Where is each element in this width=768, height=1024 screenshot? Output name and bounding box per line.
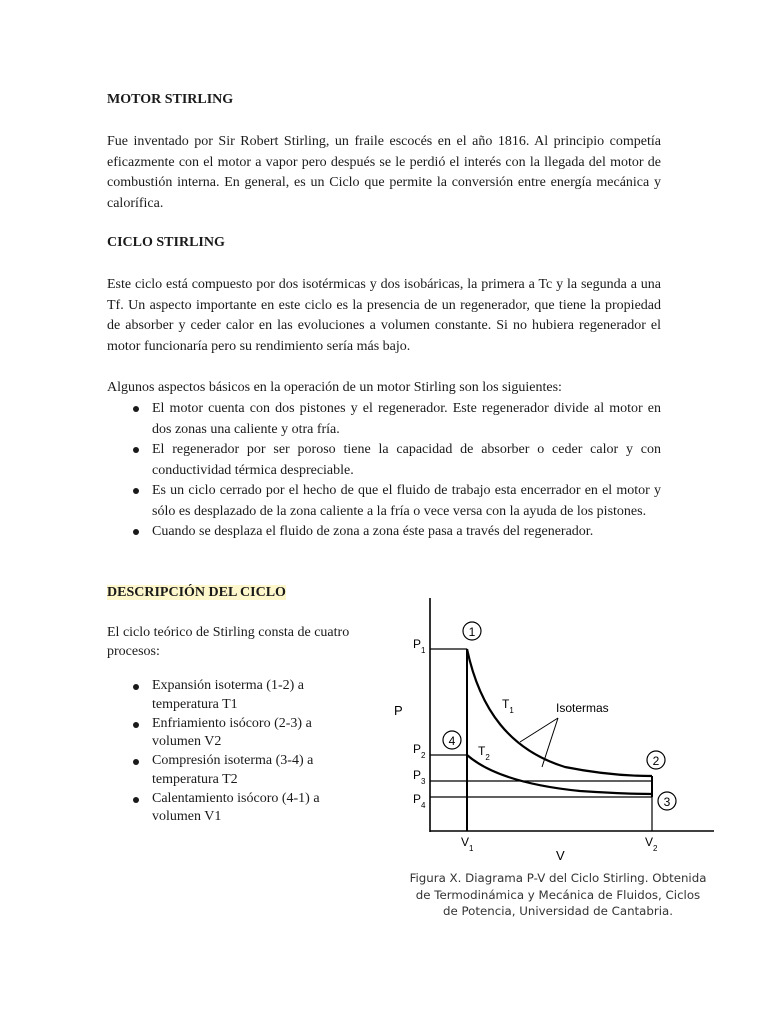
list-item: Cuando se desplaza el fluido de zona a zona éste pasa a través del regenerador. xyxy=(107,522,661,543)
state-point-1 xyxy=(463,622,481,640)
point-label: 4 xyxy=(448,734,456,748)
label-p2: $P_2$ xyxy=(413,742,426,760)
label-p4: $P_4$ xyxy=(413,792,426,810)
paragraph-cycle: Este ciclo está compuesto por dos isotérmicas y dos isobáricas, la primera a Tc y la segunda a una Tf. Un aspecto importante en este ciclo es la presencia de un regenerador, que tiene la propiedad de absorber y ceder calor en las evoluciones a volumen constante. Si no hubiera regenerador el motor funcionaría pero su rendimiento sería más bajo. xyxy=(107,277,661,354)
axis-label-v: V xyxy=(556,848,565,863)
list-item: El regenerador por ser poroso tiene la capacidad de absorber o ceder calor y con conductividad térmica despreciable. xyxy=(107,440,661,481)
paragraph-aspects-intro: Algunos aspectos básicos en la operación de un motor Stirling son los siguientes: xyxy=(107,380,562,395)
state-point-2 xyxy=(647,751,665,769)
point-label: 1 xyxy=(468,625,476,639)
pv-diagram xyxy=(380,590,720,870)
list-item: Compresión isoterma (3-4) a temperatura T2 xyxy=(107,752,347,789)
point-label: 3 xyxy=(663,795,671,809)
list-item: Calentamiento isócoro (4-1) a volumen V1 xyxy=(107,790,347,827)
label-isotermas: Isotermas xyxy=(556,701,609,715)
state-point-4 xyxy=(443,731,461,749)
isotermas-pointer-t1 xyxy=(520,718,558,742)
heading-highlight: DESCRIPCIÓN DEL CICLO xyxy=(107,585,286,600)
figure-caption: Figura X. Diagrama P-V del Ciclo Stirling. Obtenida de Termodinámica y Mecánica de Fluidos, Ciclos de Potencia, Universidad de Cantabria. xyxy=(409,871,707,918)
label-p3: $P_3$ xyxy=(413,768,426,786)
label-t2: $T_2$ xyxy=(478,744,490,762)
list-item: Es un ciclo cerrado por el hecho de que el fluido de trabajo esta encerrador en el motor y sólo es desplazado de la zona caliente a la fría o vece versa con la ayuda de los pistones. xyxy=(107,481,661,522)
list-item: El motor cuenta con dos pistones y el regenerador. Este regenerador divide al motor en dos zonas una caliente y otra fría. xyxy=(107,399,661,440)
paragraph-history: Fue inventado por Sir Robert Stirling, un fraile escocés en el año 1816. Al principio competía eficazmente con el motor a vapor pero después se le perdió el interés con la llegada del motor de combustión interna. En general, es un Ciclo que permite la conversión entre energía mecánica y calorífica. xyxy=(107,134,661,211)
list-item: Expansión isoterma (1-2) a temperatura T1 xyxy=(107,677,347,714)
state-point-3 xyxy=(658,792,676,810)
label-v2: $V_2$ xyxy=(645,835,658,853)
label-p1: $P_1$ xyxy=(413,637,426,655)
heading-ciclo-stirling: CICLO STIRLING xyxy=(107,235,225,250)
heading-motor-stirling: MOTOR STIRLING xyxy=(107,92,234,107)
paragraph-cycle-intro: El ciclo teórico de Stirling consta de cuatro procesos: xyxy=(107,625,350,659)
process-list xyxy=(107,677,347,827)
axis-label-p: P xyxy=(394,703,403,718)
point-label: 2 xyxy=(652,754,660,768)
isotermas-pointer-t2 xyxy=(542,718,558,767)
aspects-list xyxy=(107,399,661,543)
list-item: Enfriamiento isócoro (2-3) a volumen V2 xyxy=(107,715,347,752)
pv-diagram-svg xyxy=(380,590,720,865)
label-t1: $T_1$ xyxy=(502,697,514,715)
label-v1: $V_1$ xyxy=(461,835,474,853)
heading-descripcion xyxy=(107,585,286,601)
